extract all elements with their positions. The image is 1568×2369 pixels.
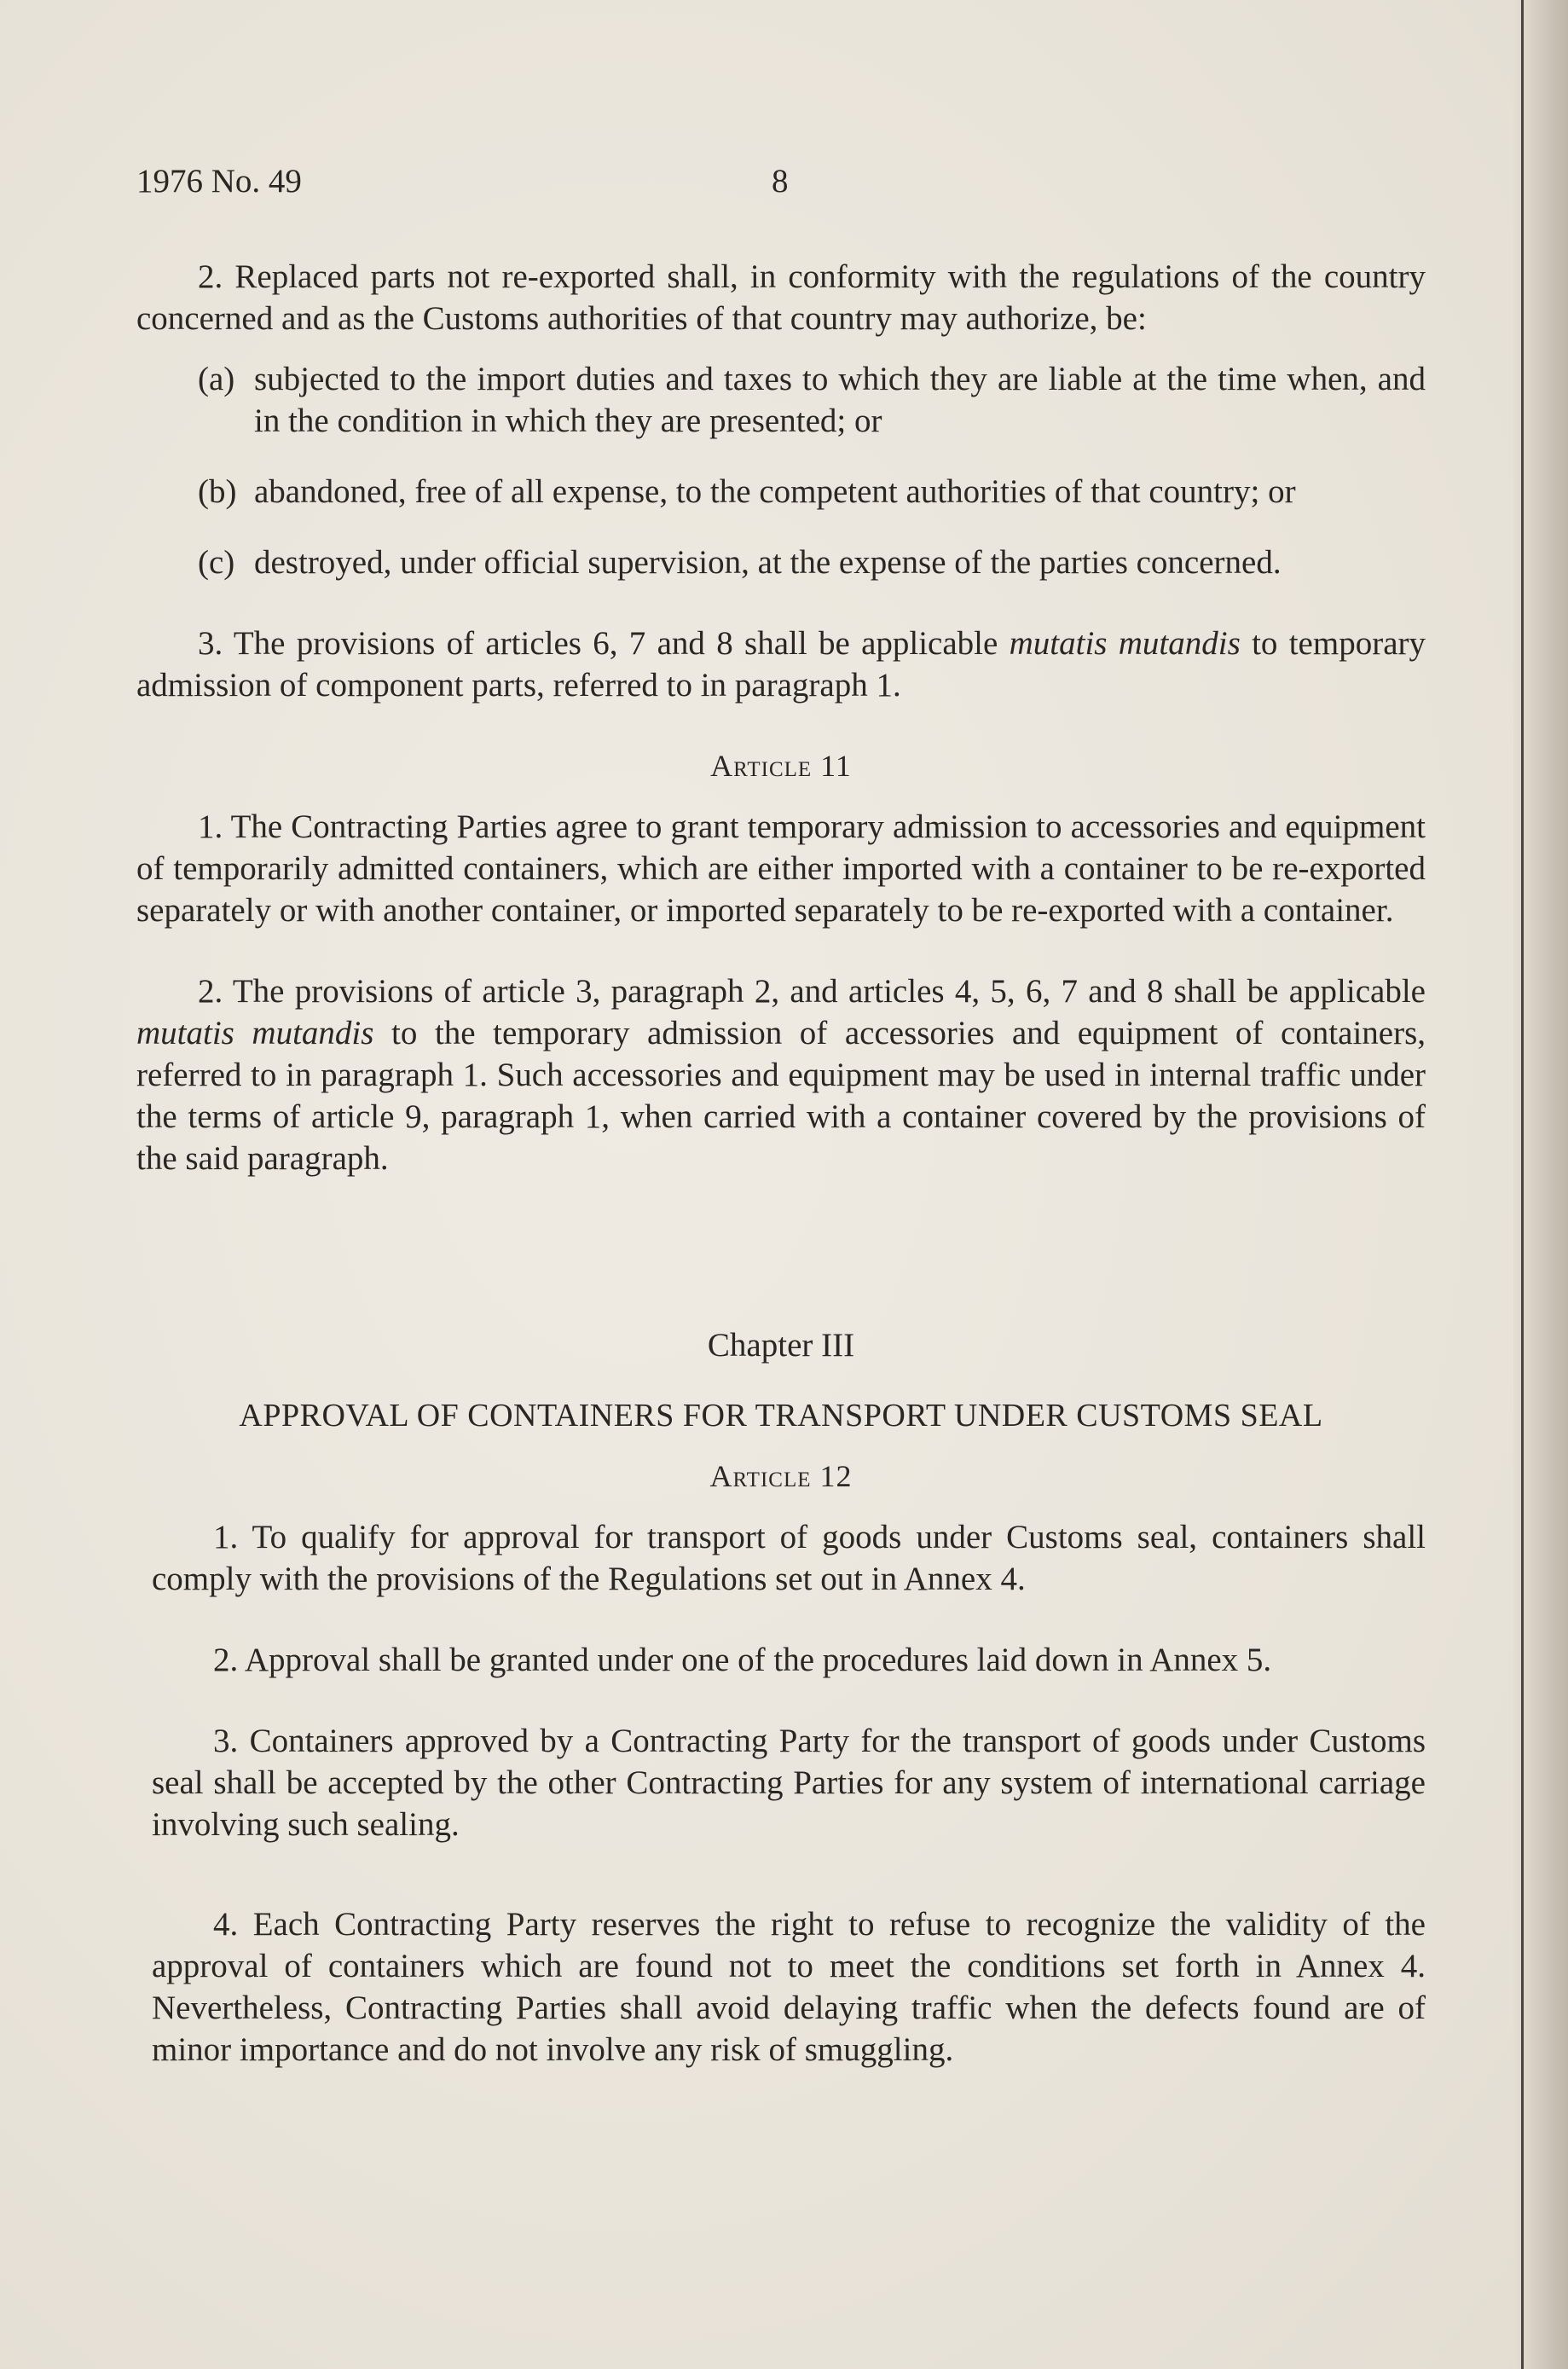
article-11-heading: Article 11	[710, 749, 852, 783]
article-10-paragraph-3	[136, 623, 1426, 706]
paragraph-text: to temporary admission of component parts, referred to in paragraph 1.	[136, 625, 1426, 704]
article-12-paragraph-2: 2. Approval shall be granted under one of the procedures laid down in Annex 5.	[213, 1642, 1272, 1678]
article-12-body	[136, 1516, 1426, 2071]
page-body	[136, 256, 1426, 2071]
page-number: 8	[772, 163, 789, 200]
paragraph-text: 2. The provisions of article 3, paragraph 2, and articles 4, 5, 6, 7 and 8 shall be applicable	[198, 973, 1426, 1010]
chapter-title: APPROVAL OF CONTAINERS FOR TRANSPORT UNDER CUSTOMS SEAL	[239, 1398, 1323, 1434]
article-11-paragraph-2	[136, 970, 1426, 1179]
list-item-text: subjected to the import duties and taxes to which they are liable at the time when, and in the condition in which they are presented; or	[254, 361, 1426, 439]
article-12-heading: Article 12	[709, 1459, 853, 1493]
article-12-paragraph-1: 1. To qualify for approval for transport of goods under Customs seal, containers shall comply with the provisions of the Regulations set out in Annex 4.	[152, 1519, 1426, 1597]
chapter-label: Chapter III	[707, 1327, 855, 1364]
list-item	[136, 358, 1426, 442]
italic-phrase: mutatis mutandis	[136, 1015, 374, 1051]
page-edge-line	[1521, 0, 1524, 2369]
year-and-number: 1976 No. 49	[136, 163, 302, 200]
article-11-paragraph-1: 1. The Contracting Parties agree to grant temporary admission to accessories and equipment of temporarily admitted containers, which are either imported with a container to be re-exported separately or with another container, or imported separately to be re-exported with a container.	[136, 808, 1426, 929]
italic-phrase: mutatis mutandis	[1009, 625, 1241, 662]
article-12-paragraph-4: 4. Each Contracting Party reserves the right to refuse to recognize the validity of the approval of containers which are found not to meet the conditions set forth in Annex 4. Nevertheless, Contracting Parties shall avoid delaying traffic when the defects found are of minor importance and do not involve any risk of smuggling.	[152, 1906, 1426, 2068]
list-item-label: (c)	[198, 544, 235, 581]
list-item-label: (a)	[198, 361, 235, 397]
page-header	[136, 162, 1415, 205]
list-item	[136, 542, 1426, 583]
list-item-label: (b)	[198, 473, 237, 510]
paragraph-text: 3. The provisions of articles 6, 7 and 8 shall be applicable	[198, 625, 1010, 662]
list-item-text: abandoned, free of all expense, to the competent authorities of that country; or	[254, 473, 1296, 510]
paragraph-text: to the temporary admission of accessories and equipment of containers, referred to in paragraph 1. Such accessories and equipment may be used in internal traffic under the terms of article 9, paragraph 1, when carried with a container covered by the provisions of the said paragraph.	[136, 1015, 1426, 1177]
list-item-text: destroyed, under official supervision, at the expense of the parties concerned.	[254, 544, 1282, 581]
article-10-paragraph-2: 2. Replaced parts not re-exported shall, in conformity with the regulations of the country concerned and as the Customs authorities of that country may authorize, be:	[136, 258, 1426, 337]
article-12-paragraph-3: 3. Containers approved by a Contracting Party for the transport of goods under Customs seal shall be accepted by the other Contracting Parties for any system of international carriage involving such sealing.	[152, 1723, 1426, 1843]
list-item	[136, 471, 1426, 513]
